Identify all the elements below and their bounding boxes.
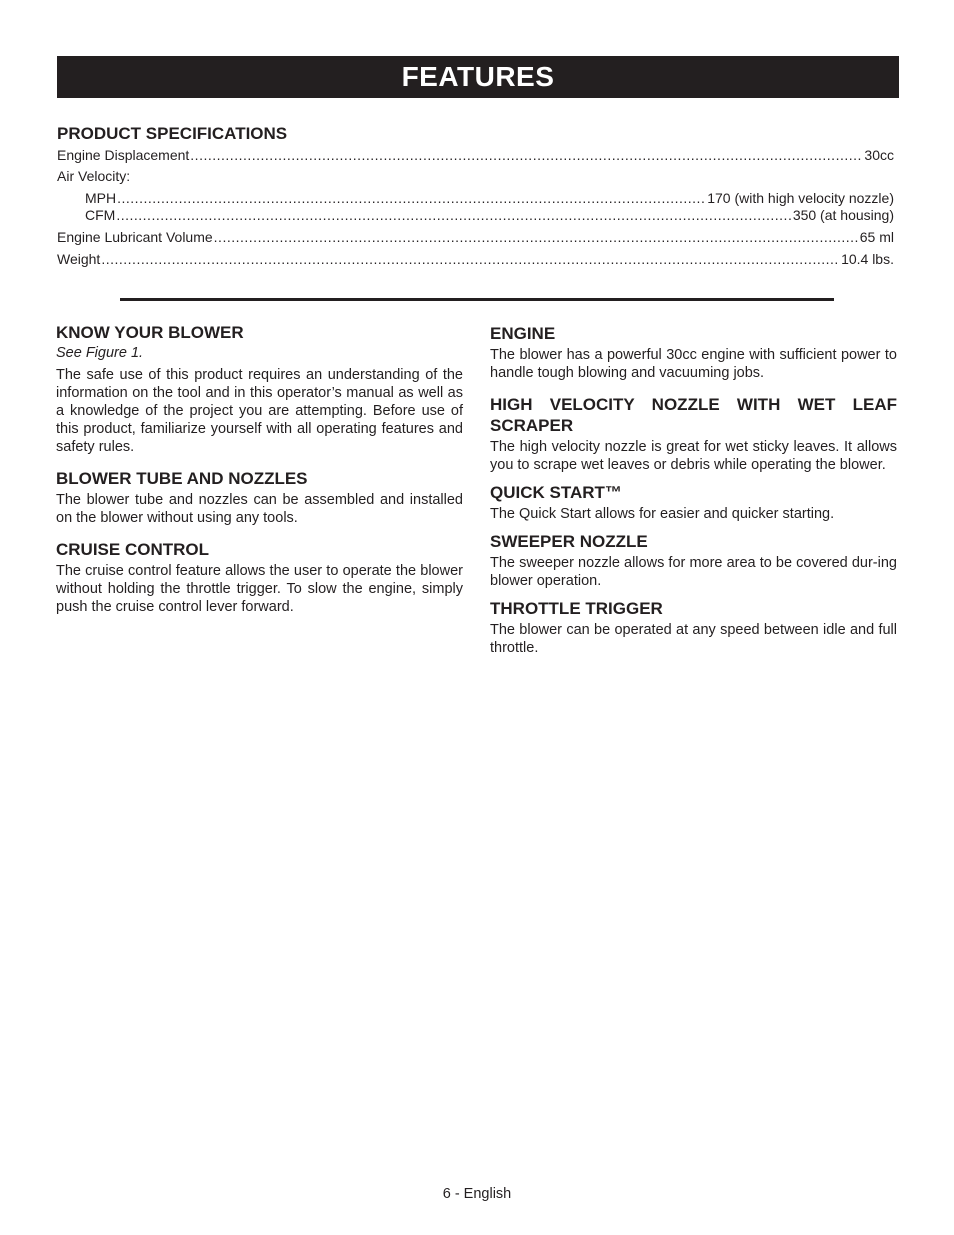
throttle-trigger-section: [490, 598, 897, 657]
leader-dots: [117, 190, 706, 207]
section-heading: THROTTLE TRIGGER: [490, 599, 663, 618]
left-column: [56, 322, 463, 622]
section-heading: KNOW YOUR BLOWER: [56, 323, 244, 342]
section-body: The blower tube and nozzles can be assembled and installed on the blower without using any tools.: [56, 492, 463, 526]
section-body: The Quick Start allows for easier and quicker starting.: [490, 506, 835, 522]
spec-value: 30cc: [864, 147, 894, 163]
spec-label: MPH: [85, 190, 117, 206]
spec-weight: [57, 251, 894, 268]
section-divider: [120, 298, 834, 301]
page-title: FEATURES: [401, 61, 555, 92]
section-heading: QUICK START™: [490, 483, 622, 502]
quick-start-section: [490, 482, 897, 523]
section-body: The cruise control feature allows the user to operate the blower without holding the throttle trigger. To slow the engine, simply push the cruise control lever forward.: [56, 563, 463, 615]
section-heading: HIGH VELOCITY NOZZLE WITH WET LEAF SCRAPER: [490, 395, 897, 435]
section-body: The safe use of this product requires an understanding of the information on the tool and in this operator’s manual as well as a knowledge of the project you are attempting. Before use of this product, familiarize yourself with all operating features and safety rules.: [56, 367, 463, 455]
figure-reference: See Figure 1.: [56, 345, 144, 361]
spec-value: 65 ml: [859, 229, 894, 245]
page-number: 6 - English: [442, 1186, 512, 1202]
high-velocity-nozzle-section: [490, 394, 897, 474]
section-heading: SWEEPER NOZZLE: [490, 532, 648, 551]
spec-value: 170 (with high velocity nozzle): [707, 190, 894, 206]
engine-section: [490, 323, 897, 382]
section-body: The blower has a powerful 30cc engine with sufficient power to handle tough blowing and vacuuming jobs.: [490, 347, 897, 381]
sweeper-nozzle-section: [490, 531, 897, 590]
spec-value: 350 (at housing): [792, 207, 894, 223]
leader-dots: [101, 251, 840, 268]
spec-engine-displacement: [57, 147, 894, 164]
right-column: [490, 323, 897, 663]
blower-tube-section: [56, 468, 463, 527]
spec-lubricant: [57, 229, 894, 246]
spec-value: 10.4 lbs.: [841, 251, 894, 267]
cruise-control-section: [56, 539, 463, 616]
spec-label: CFM: [85, 207, 116, 223]
section-body: The sweeper nozzle allows for more area to be covered dur-ing blower operation.: [490, 555, 897, 589]
leader-dots: [190, 147, 863, 164]
spec-mph: [85, 190, 894, 207]
spec-label: Engine Lubricant Volume: [57, 229, 213, 245]
features-banner: [57, 56, 899, 98]
specs-heading: PRODUCT SPECIFICATIONS: [57, 124, 288, 143]
spec-air-velocity-label: Air Velocity:: [57, 168, 131, 184]
section-heading: ENGINE: [490, 324, 556, 343]
section-body: The high velocity nozzle is great for wet sticky leaves. It allows you to scrape wet leaves or debris while operating the blower.: [490, 439, 897, 473]
section-heading: CRUISE CONTROL: [56, 540, 209, 559]
know-your-blower-section: [56, 322, 463, 456]
leader-dots: [214, 229, 859, 246]
spec-cfm: [85, 207, 894, 224]
spec-label: Engine Displacement: [57, 147, 190, 163]
section-body: The blower can be operated at any speed between idle and full throttle.: [490, 622, 897, 656]
leader-dots: [116, 207, 791, 224]
spec-label: Weight: [57, 251, 101, 267]
section-heading: BLOWER TUBE AND NOZZLES: [56, 469, 308, 488]
